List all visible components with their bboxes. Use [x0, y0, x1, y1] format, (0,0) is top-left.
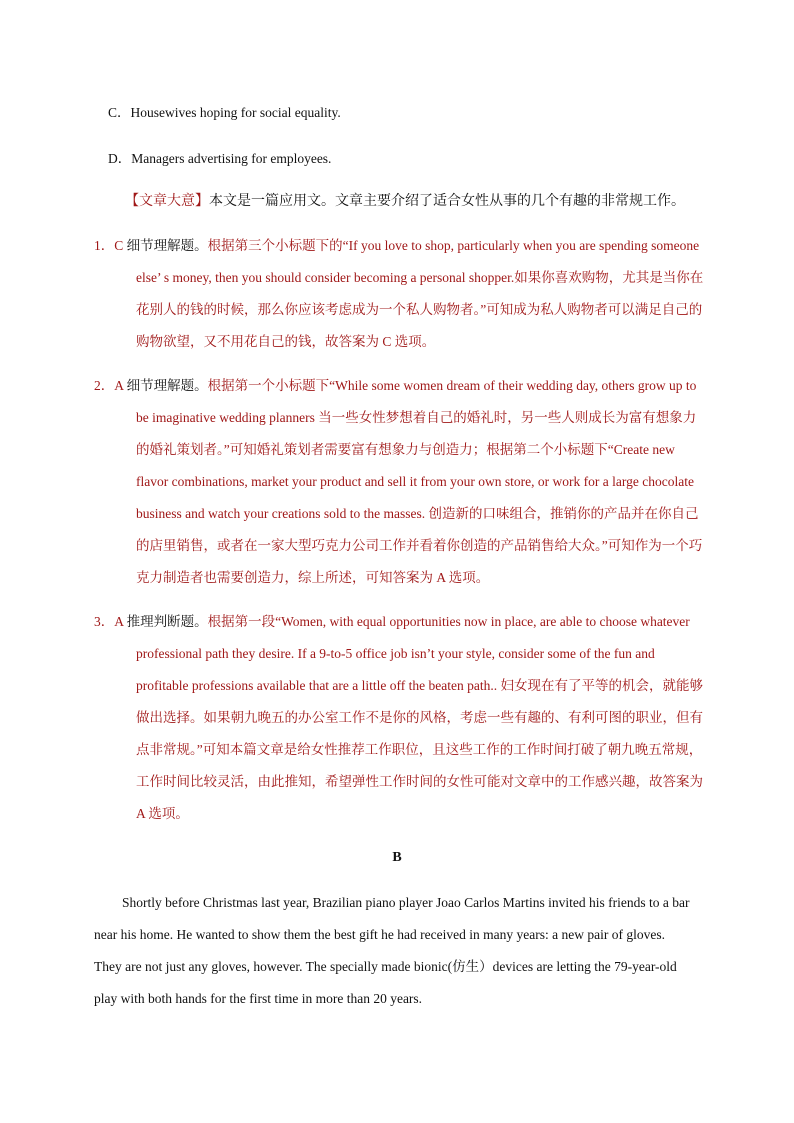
answer-1-body — [94, 230, 704, 358]
answer-1-number: 1．C — [94, 238, 124, 253]
passage-b: Shortly before Christmas last year, Brazilian piano player Joao Carlos Martins invited his friends to a bar near his home. He wanted to show them the best gift he had received in many years: a new pair of gloves. They are not just any gloves, however. The specially made bionic(仿生）devices are letting the 79-year-old play with both hands for the first time in more than 20 years. — [94, 895, 690, 1006]
summary-tag: 【文章大意】 — [125, 194, 209, 209]
answer-2-number: 2．A — [94, 378, 124, 393]
answer-1-type: 细节理解题。 — [126, 238, 208, 253]
section-heading: B — [392, 850, 402, 865]
answer-1 — [94, 230, 704, 358]
answer-2-text: 根据第一个小标题下“While some women dream of their wedding day, others grow up to be imaginative wedding planners 当一些女性梦想着自己的婚礼时，另一些人则成长为富有想象力的婚礼策划者。”可知婚礼策划者需要富有想象力与创造力；根据第二个小标题下“Create new flavor combinations, market your product and sell it from your own store, or work for a large chocolate business and watch your creations sold to the masses. 创造新的口味组合，推销你的产品并在你自己的店里销售，或者在一家大型巧克力公司工作并看着你创造的产品销售给大众。”可知作为一个巧克力制造者也需要创造力，综上所述，可知答案为 A 选项。 — [136, 378, 703, 585]
summary-text: 本文是一篇应用文。文章主要介绍了适合女性从事的几个有趣的非常规工作。 — [209, 194, 685, 209]
answer-2 — [94, 370, 704, 594]
answer-2-type: 细节理解题。 — [126, 378, 208, 393]
answer-3-text: 根据第一段“Women, with equal opportunities now in place, are able to choose whatever professional path they desire. If a 9-to-5 office job isn’t your style, consider some of the fun and profitable professions available that are a little off the beaten path.. 妇女现在有了平等的机会，就能够做出选择。如果朝九晚五的办公室工作不是你的风格，考虑一些有趣的、有利可图的职业，但有点非常规。”可知本篇文章是给女性推荐工作职位，且这些工作的工作时间打破了朝九晚五常规，工作时间比较灵活，由此推知，希望弹性工作时间的女性可能对文章中的工作感兴趣，故答案为 A 选项。 — [136, 614, 703, 821]
answer-1-text: 根据第三个小标题下的“If you love to shop, particularly when you are spending someone else’ s money, then you should consider becoming a personal shopper.如果你喜欢购物，尤其是当你在花别人的钱的时候，那么你应该考虑成为一个私人购物者。”可知成为私人购物者可以满足自己的购物欲望，又不用花自己的钱，故答案为 C 选项。 — [136, 238, 704, 349]
article-summary — [125, 190, 685, 210]
answer-3-body — [94, 606, 704, 830]
option-c: C．Housewives hoping for social equality. — [108, 105, 341, 120]
answer-3-type: 推理判断题。 — [126, 614, 208, 629]
answer-3-number: 3．A — [94, 614, 124, 629]
option-d: D．Managers advertising for employees. — [108, 151, 332, 166]
answer-2-body — [94, 370, 704, 594]
answer-3 — [94, 606, 704, 830]
